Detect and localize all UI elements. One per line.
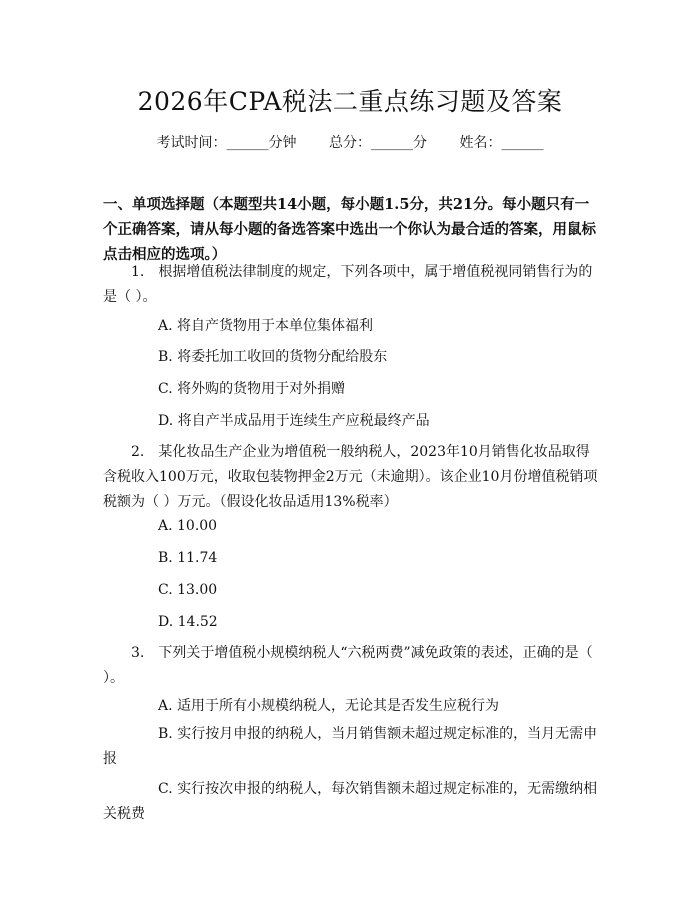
question-2-option-d[interactable]: D. 14.52 bbox=[158, 614, 218, 630]
student-name-field: 姓名：______ bbox=[459, 135, 544, 151]
question-1-option-d[interactable]: D. 将自产半成品用于连续生产应税最终产品 bbox=[158, 413, 430, 429]
question-3-option-a[interactable]: A. 适用于所有小规模纳税人，无论其是否发生应税行为 bbox=[158, 698, 500, 714]
question-2-option-a[interactable]: A. 10.00 bbox=[158, 518, 218, 534]
question-3-option-c[interactable]: C. 实行按次申报的纳税人，每次销售额未超过规定标准的，无需缴纳相关税费 bbox=[103, 781, 598, 822]
section-heading: 一、单项选择题（本题型共14小题，每小题1.5分，共21分。每小题只有一个正确答案，请从每小题的备选答案中选出一个你认为最合适的答案，用鼠标点击相应的选项。） bbox=[103, 196, 596, 263]
question-1-stem: 1. 根据增值税法律制度的规定，下列各项中，属于增值税视同销售行为的是（ ）。 bbox=[103, 264, 593, 305]
page-title: 2026年CPA税法二重点练习题及答案 bbox=[137, 87, 563, 116]
question-1-option-c[interactable]: C. 将外购的货物用于对外捐赠 bbox=[158, 381, 346, 397]
question-1-option-b[interactable]: B. 将委托加工收回的货物分配给股东 bbox=[158, 349, 388, 365]
question-2-option-c[interactable]: C. 13.00 bbox=[158, 582, 218, 598]
question-1-option-a[interactable]: A. 将自产货物用于本单位集体福利 bbox=[158, 318, 374, 334]
question-3-option-b[interactable]: B. 实行按月申报的纳税人，当月销售额未超过规定标准的，当月无需申报 bbox=[103, 726, 598, 767]
exam-info bbox=[0, 132, 700, 152]
question-2-stem: 2. 某化妆品生产企业为增值税一般纳税人，2023年10月销售化妆品取得含税收入100万元，收取包装物押金2万元（未逾期）。该企业10月份增值税销项税额为（ ）万元。（假设化妆品适用13%税率） bbox=[103, 444, 598, 510]
exam-time-field: 考试时间：______分钟 bbox=[156, 135, 297, 151]
total-score-field: 总分：______分 bbox=[329, 135, 427, 151]
question-2-option-b[interactable]: B. 11.74 bbox=[158, 550, 218, 566]
question-3-stem: 3. 下列关于增值税小规模纳税人“六税两费”减免政策的表述，正确的是（ ）。 bbox=[103, 645, 593, 686]
